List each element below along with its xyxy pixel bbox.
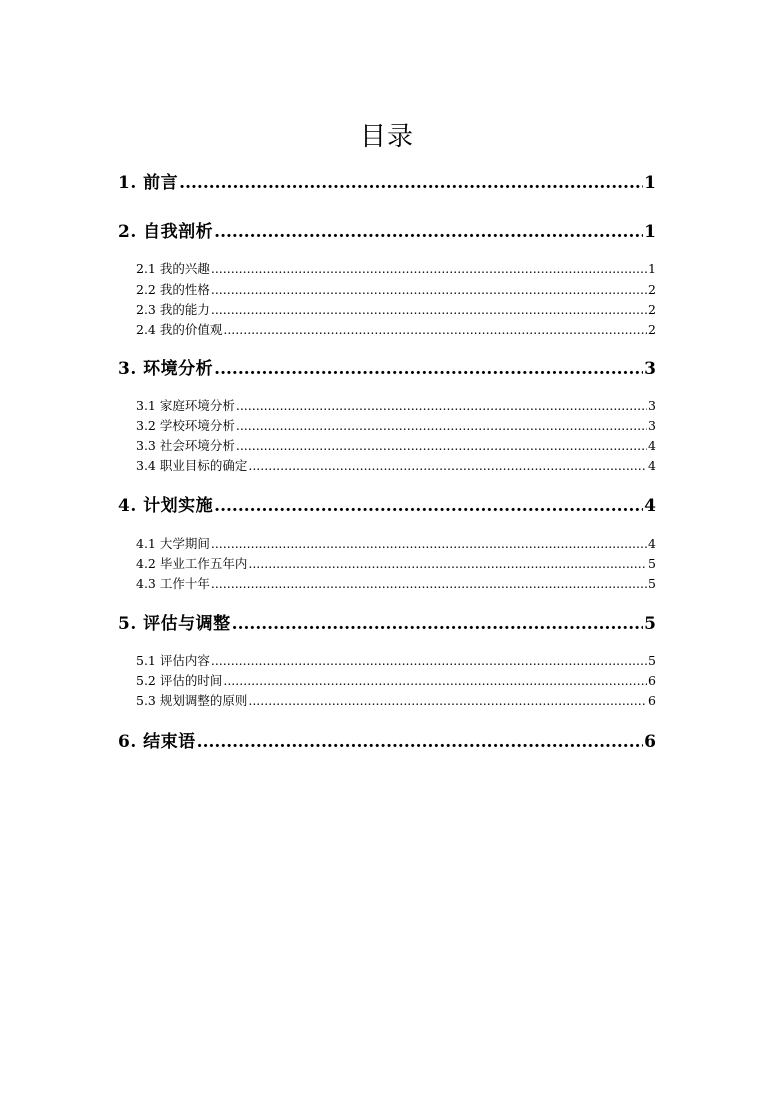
- toc-entry-6[interactable]: [118, 731, 656, 753]
- toc-page-number: 6: [644, 732, 656, 752]
- toc-entry-label: 4.1 大学期间: [136, 536, 210, 551]
- toc-entry-3-1[interactable]: [136, 397, 656, 415]
- toc-page-number: 5: [644, 614, 656, 634]
- toc-entry-2-1[interactable]: [136, 260, 656, 278]
- toc-page-number: 4: [644, 496, 656, 516]
- dot-leader: [179, 172, 643, 194]
- toc-entry-label: 5.2 评估的时间: [136, 673, 223, 688]
- toc-entry-label: 2. 自我剖析: [118, 222, 214, 242]
- toc-entry-4[interactable]: [118, 495, 656, 517]
- toc-entry-label: 3.2 学校环境分析: [136, 418, 235, 433]
- dot-leader: [211, 575, 647, 593]
- toc-entry-label: 2.1 我的兴趣: [136, 261, 210, 276]
- toc-page-number: 2: [648, 322, 656, 337]
- dot-leader: [211, 260, 647, 278]
- toc-entry-label: 2.3 我的能力: [136, 302, 210, 317]
- dot-leader: [248, 555, 647, 573]
- toc-page-number: 1: [644, 173, 656, 193]
- dot-leader: [223, 672, 647, 690]
- toc-page-number: 4: [648, 438, 656, 453]
- toc-entry-2-4[interactable]: [136, 321, 656, 339]
- toc-entry-3-4[interactable]: [136, 457, 656, 475]
- toc-page-number: 3: [648, 418, 656, 433]
- toc-page-number: 6: [648, 673, 656, 688]
- dot-leader: [214, 495, 643, 517]
- dot-leader: [197, 731, 643, 753]
- toc-entry-2[interactable]: [118, 221, 656, 243]
- toc-entry-label: 3.3 社会环境分析: [136, 438, 235, 453]
- toc-entry-label: 6. 结束语: [118, 732, 196, 752]
- toc-page-number: 1: [644, 222, 656, 242]
- toc-page-number: 5: [648, 653, 656, 668]
- toc-entry-1[interactable]: [118, 172, 656, 194]
- toc-entry-label: 1. 前言: [118, 173, 179, 193]
- toc-page-number: 1: [648, 261, 656, 276]
- toc-page-number: 3: [648, 398, 656, 413]
- dot-leader: [223, 321, 647, 339]
- toc-entry-3-3[interactable]: [136, 437, 656, 455]
- toc-entry-2-3[interactable]: [136, 301, 656, 319]
- toc-page-number: 2: [648, 302, 656, 317]
- toc-entry-5-2[interactable]: [136, 672, 656, 690]
- dot-leader: [248, 692, 647, 710]
- toc-page-number: 3: [644, 359, 656, 379]
- toc-entry-label: 4.3 工作十年: [136, 576, 210, 591]
- dot-leader: [211, 652, 647, 670]
- toc-entry-label: 2.2 我的性格: [136, 282, 210, 297]
- toc-entry-label: 4.2 毕业工作五年内: [136, 556, 248, 571]
- dot-leader: [236, 437, 647, 455]
- toc-page-number: 4: [648, 458, 656, 473]
- dot-leader: [214, 358, 643, 380]
- toc-page-number: 4: [648, 536, 656, 551]
- toc-entry-label: 4. 计划实施: [118, 496, 214, 516]
- toc-entry-label: 5.1 评估内容: [136, 653, 210, 668]
- toc-entry-label: 3.1 家庭环境分析: [136, 398, 235, 413]
- toc-entry-3-2[interactable]: [136, 417, 656, 435]
- toc-entry-4-2[interactable]: [136, 555, 656, 573]
- toc-entry-3[interactable]: [118, 358, 656, 380]
- toc-entry-label: 5.3 规划调整的原则: [136, 693, 248, 708]
- dot-leader: [236, 417, 647, 435]
- toc-entry-4-3[interactable]: [136, 575, 656, 593]
- toc-entry-2-2[interactable]: [136, 281, 656, 299]
- dot-leader: [232, 613, 643, 635]
- toc-entry-5-3[interactable]: [136, 692, 656, 710]
- toc-entry-5[interactable]: [118, 613, 656, 635]
- toc-page-number: 6: [648, 693, 656, 708]
- toc-entry-label: 3.4 职业目标的确定: [136, 458, 248, 473]
- page-title: 目录: [359, 122, 414, 152]
- dot-leader: [248, 457, 647, 475]
- dot-leader: [236, 397, 647, 415]
- toc-entry-label: 2.4 我的价值观: [136, 322, 223, 337]
- dot-leader: [211, 281, 647, 299]
- dot-leader: [214, 221, 643, 243]
- toc-entry-label: 5. 评估与调整: [118, 614, 231, 634]
- toc-page-number: 5: [648, 576, 656, 591]
- dot-leader: [211, 301, 647, 319]
- toc-page-number: 2: [648, 282, 656, 297]
- toc-entry-4-1[interactable]: [136, 535, 656, 553]
- dot-leader: [211, 535, 647, 553]
- toc-entry-label: 3. 环境分析: [118, 359, 214, 379]
- toc-entry-5-1[interactable]: [136, 652, 656, 670]
- toc-page-number: 5: [648, 556, 656, 571]
